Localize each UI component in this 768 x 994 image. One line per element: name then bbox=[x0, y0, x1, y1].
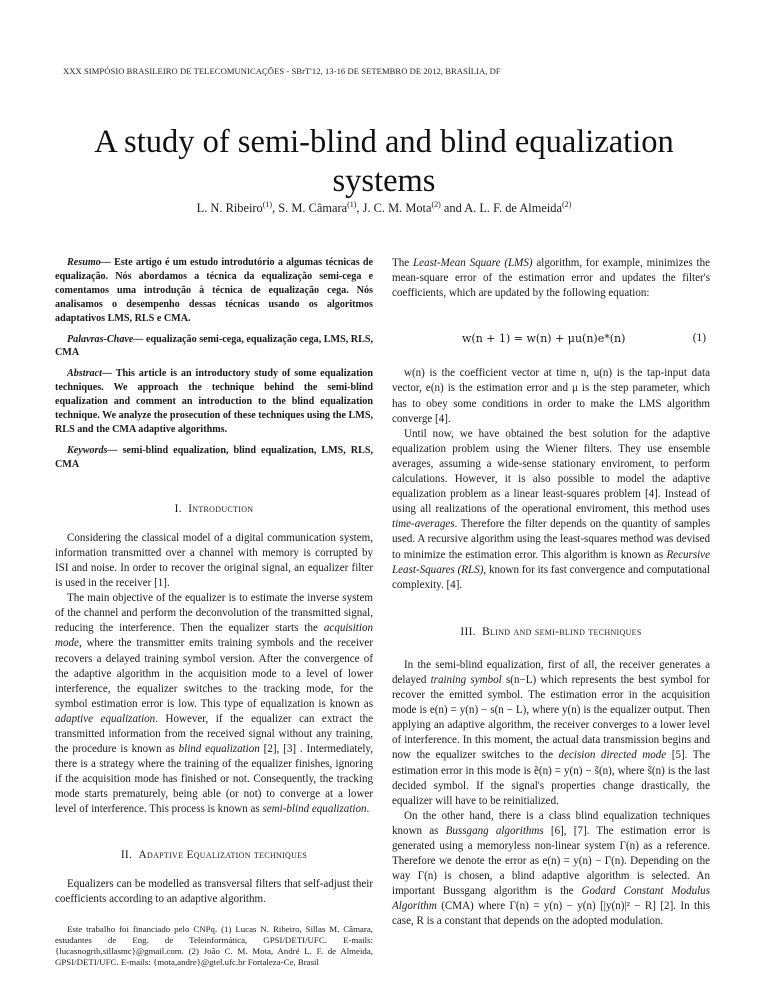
emphasis: decision directed mode bbox=[558, 749, 667, 762]
abstract-text: This article is an introductory study of some equalization techniques. We approach the technique behind the semi-blind equalization and comment an introduction to the blind equalization technique. We analyze the prosecution of these techniques using the LMS, RLS and the CMA adaptive algorithms. bbox=[55, 368, 374, 435]
section-number: II. bbox=[120, 848, 133, 861]
paragraph: Considering the classical model of a digital communication system, information transmitted over a channel with memory is corrupted by ISI and noise. In order to recover the original signal, an equalizer filter is used in the receiver [1]. bbox=[55, 531, 373, 590]
author-separator: , bbox=[272, 201, 279, 215]
equation-body: w(n + 1) = w(n) + μu(n)e*(n) bbox=[462, 332, 626, 346]
footnote bbox=[55, 924, 373, 969]
emphasis: training symbol bbox=[430, 673, 502, 686]
section-number: III. bbox=[460, 625, 476, 638]
abstract-english bbox=[55, 367, 373, 437]
abstract-label: Abstract— bbox=[67, 368, 113, 380]
author-name: S. M. Câmara bbox=[278, 201, 348, 215]
author-name: A. L. F. de Almeida bbox=[464, 201, 562, 215]
section-title: Adaptive Equalization techniques bbox=[138, 848, 308, 861]
emphasis: Godard Constant Modulus Algorithm bbox=[392, 885, 710, 913]
paragraph: Until now, we have obtained the best solution for the adaptive equalization problem using the Wiener filters. They use ensemble averages, assuming a wide-sense stationary enviroment, to perform calculations. However, it is also possible to model the adaptive equalization problem as a linear least-squares problem [4]. Instead of using all realizations of the operational enviroment, this method uses time-averages. Therefore the filter depends on the quantity of samples used. A recursive algorithm using the least-squares method was devised to minimize the estimation error. This algorithm is known as Recursive Least-Squares (RLS), known for its fast convergence and computational complexity. [4]. bbox=[392, 427, 710, 591]
emphasis: Bussgang algorithms bbox=[445, 824, 544, 837]
emphasis: blind equalization bbox=[178, 743, 260, 756]
abstract-text: Este artigo é um estudo introdutório a algumas técnicas de equalização. Nós abordamos a técnica da equalização semi-cega e comentamos uma introdução à técnica de equalização cega. Nós analisamos o desempenho dessas técnicas usando os algoritmos adaptativos LMS, RLS e CMA. bbox=[55, 257, 373, 324]
paragraph: The Least-Mean Square (LMS) algorithm, for example, minimizes the mean-square error of the estimation error and updates the filter's coefficients, which are updated by the following equation: bbox=[392, 257, 711, 300]
author-affiliation: (2) bbox=[562, 200, 572, 209]
abstract-portuguese bbox=[55, 256, 373, 326]
emphasis: semi-blind equalization bbox=[262, 803, 367, 816]
right-column bbox=[392, 256, 710, 930]
paragraph: In the semi-blind equalization, first of all, the receiver generates a delayed training symbol s(n−L) which represents the best symbol for recover the emitted symbol. The estimation error in the acquisition mode is e(n) = y(n) − s(n − L), where y(n) is the equalizer output. Then applying an adaptive algorithm, the receiver converges to a lower level of interference. In this moment, the actual data transmission begins and now the equalizer switches to the decision directed mode [5]. The estimation error in this mode is ẽ(n) = y(n) − s̃(n), where s̃(n) is the last decided symbol. If the signal's properties change drastically, the equalizer will have to be reinitialized. bbox=[392, 658, 710, 807]
emphasis: time-averages bbox=[392, 518, 455, 531]
author-affiliation: (1) bbox=[262, 200, 273, 209]
keywords-english bbox=[55, 444, 373, 472]
paragraph: w(n) is the coefficient vector at time n, u(n) is the tap-input data vector, e(n) is the estimation error and μ is the step parameter, which has to obey some conditions in order to make the LMS algorithm converge [4]. bbox=[392, 367, 710, 425]
footnote-text: Este trabalho foi financiado pelo CNPq. (1) Lucas N. Ribeiro, Sillas M. Câmara, estudantes de Eng. de Teleinformática, GPSI/DETI/UFC. E-mails: {lucasnogrib,sillasmc}@gmail.com. (2) João C. M. Mota, André L. F. de Almeida, GPSI/DETI/UFC. E-mails: {mota,andre}@gtel.ufc.br Fortaleza-Ce, Brasil bbox=[55, 923, 373, 968]
author-name: L. N. Ribeiro bbox=[196, 201, 263, 215]
keywords-portuguese bbox=[55, 333, 373, 361]
author-affiliation: (2) bbox=[431, 200, 441, 209]
author-separator: and bbox=[440, 201, 465, 215]
keywords-text: equalização semi-cega, equalização cega, LMS, RLS, CMA bbox=[55, 333, 373, 359]
abstract-block bbox=[55, 256, 373, 472]
author-affiliation: (1) bbox=[347, 200, 357, 209]
paragraph: The main objective of the equalizer is to estimate the inverse system of the channel and perform the deconvolution of the transmitted signal, reducing the interference. Then the equalizer starts the acquisition mode, where the transmitter emits training symbols and the receiver recovers a delayed training symbol version. After the convergence of the adaptive algorithm in the acquisition mode to a level of lower interference, the equalizer switches to the tracking mode, for the symbol estimation error is low. This type of equalization is known as adaptive equalization. However, if the equalizer can extract the transmitted information from the received signal without any training, the procedure is known as blind equalization [2], [3] . Intermediately, there is a strategy where the training of the equalizer finishes, ignoring if the acquisition mode has finished or not. Consequently, the tracking mode starts prematurely, being able (or not) to converge at a lower level of interference. This process is known as semi-blind equalization. bbox=[55, 592, 374, 816]
section-heading-blind-techniques bbox=[392, 625, 710, 640]
author-list bbox=[40, 200, 728, 216]
author-name: J. C. M. Mota bbox=[362, 201, 432, 215]
emphasis: adaptive equalization bbox=[55, 712, 156, 725]
section-heading-introduction bbox=[55, 502, 373, 517]
keywords-text: semi-blind equalization, blind equalization, LMS, RLS, CMA bbox=[55, 444, 373, 470]
section-title: Introduction bbox=[188, 502, 254, 515]
left-column bbox=[55, 256, 373, 969]
emphasis: Least-Mean Square (LMS) bbox=[413, 257, 533, 269]
paragraph: Equalizers can be modelled as transversal filters that self-adjust their coefficients according to an adaptive algorithm. bbox=[55, 877, 373, 905]
section-title: Blind and semi-blind techniques bbox=[482, 625, 642, 638]
paragraph: On the other hand, there is a class blind equalization techniques known as Bussgang algorithms [6], [7]. The estimation error is generated using a memoryless non-linear system Γ(n) as a reference. Therefore we denote the error as e(n) = y(n) − Γ(n). Depending on the way Γ(n) is chosen, a blind adaptive algorithm is selected. An important Bussgang algorithm is the Godard Constant Modulus Algorithm (CMA) where Γ(n) = y(n) − y(n) [|y(n)|² − R] [2]. In this case, R is a constant that depends on the adopted modulation. bbox=[392, 809, 710, 928]
section-number: I. bbox=[174, 502, 182, 515]
keywords-label: Keywords— bbox=[67, 444, 118, 456]
equation-1 bbox=[392, 331, 710, 346]
keywords-label: Palavras-Chave— bbox=[67, 333, 144, 345]
emphasis: acquisition mode bbox=[55, 622, 373, 650]
section-heading-adaptive-equalization bbox=[55, 848, 373, 863]
author-separator: , bbox=[356, 201, 363, 215]
abstract-label: Resumo— bbox=[67, 257, 111, 268]
emphasis: Recursive Least-Squares (RLS) bbox=[392, 548, 710, 576]
paper-title: A study of semi-blind and blind equalization systems bbox=[94, 124, 674, 199]
equation-number: (1) bbox=[692, 332, 706, 345]
running-head: XXX SIMPÓSIO BRASILEIRO DE TELECOMUNICAÇÕES - SBrT'12, 13-16 DE SETEMBRO DE 2012, BRASÍLIA, DF bbox=[63, 66, 501, 76]
